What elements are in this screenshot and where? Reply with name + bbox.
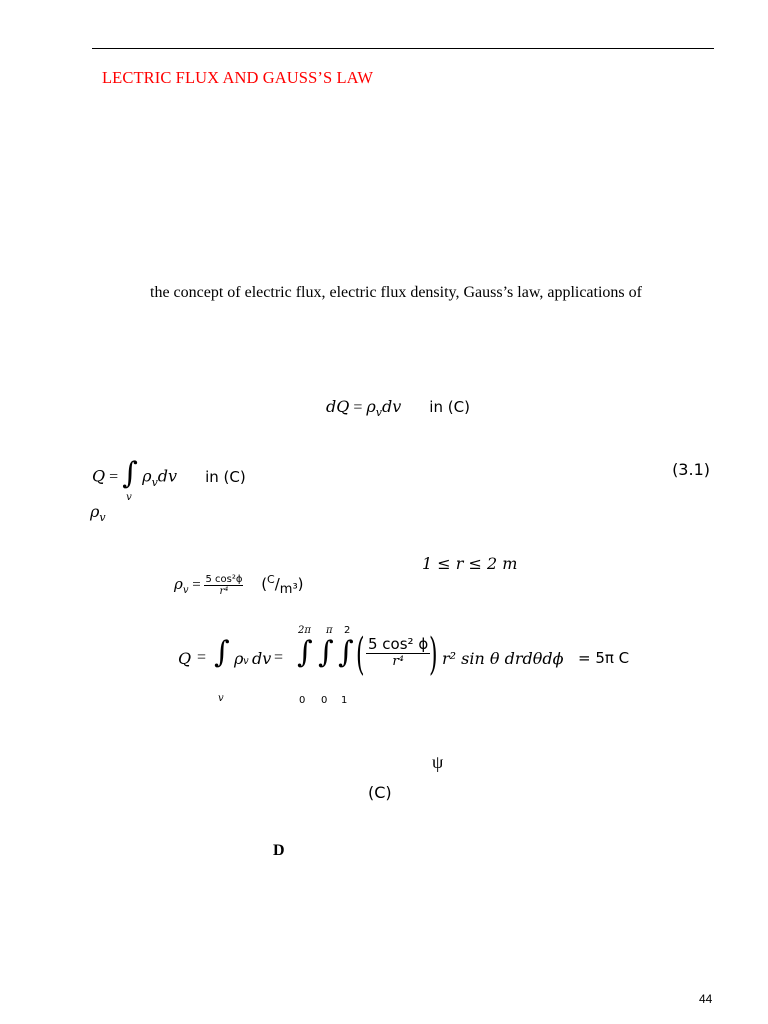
eq-dv: dv — [252, 649, 272, 668]
charge-result: = 5π C — [578, 649, 630, 667]
page-number: 44 — [699, 992, 713, 1006]
eq-lhs: dQ — [326, 397, 350, 416]
integral-sign-r: ∫ — [338, 635, 354, 670]
integral-sign: ∫ — [214, 635, 230, 670]
density-fraction — [204, 574, 243, 597]
eq-equals: = — [109, 468, 123, 486]
unit-num: C — [267, 573, 275, 586]
eq-equals: = — [192, 577, 205, 593]
fraction-denominator: r⁴ — [392, 654, 404, 669]
psi-symbol: ψ — [432, 752, 444, 772]
eq-equals: = — [197, 649, 207, 666]
integrand-fraction — [366, 635, 430, 669]
rho-label — [90, 502, 106, 524]
integral-limit: v — [126, 492, 132, 503]
limit-lower-3: 1 — [341, 695, 348, 706]
charge-density-equation — [174, 573, 304, 597]
density-rho-sub: v — [182, 585, 189, 596]
eq-lhs: Q — [92, 466, 106, 486]
density-rho: ρ — [174, 575, 183, 593]
eq-rho: ρ — [234, 649, 244, 668]
unit-den: m³ — [279, 582, 298, 597]
integral-sign: ∫ v — [122, 456, 138, 503]
coulomb-unit: (C) — [368, 783, 392, 802]
eq-rho-sub: v — [375, 406, 383, 420]
range-text: 1 ≤ r ≤ 2 m — [422, 554, 518, 573]
eq-rho-sub: v — [243, 656, 249, 667]
eq-rho: ρ — [366, 397, 376, 416]
chapter-heading: LECTRIC FLUX AND GAUSS’S LAW — [102, 68, 373, 87]
equation-number: (3.1) — [672, 460, 710, 479]
limit-lower-1: 0 — [299, 695, 306, 706]
eq-unit: in (C) — [205, 467, 246, 486]
integral-sign-phi: ∫ — [297, 635, 313, 670]
eq-dv: dv — [382, 397, 402, 416]
paren-right: ) — [429, 629, 438, 680]
flux-density-symbol: D — [273, 842, 285, 859]
eq-unit: in (C) — [429, 398, 470, 416]
fraction-numerator: 5 cos² ϕ — [368, 635, 429, 653]
eq-dv: dv — [157, 466, 178, 486]
eq-rho-sub: v — [151, 475, 158, 489]
integral-sign-theta: ∫ — [318, 635, 334, 670]
density-numerator: 5 cos²ϕ — [205, 574, 243, 586]
intro-paragraph: the concept of electric flux, electric flux density, Gauss’s law, applications of — [150, 284, 642, 301]
total-charge-equation — [92, 456, 246, 503]
limit-upper-3: 2 — [344, 625, 351, 636]
integrand-rest: r² sin θ drdθdϕ — [442, 649, 564, 668]
limit-lower-2: 0 — [321, 695, 328, 706]
rho-sub: v — [99, 511, 106, 525]
radius-range — [422, 554, 517, 574]
density-unit: $(^C/_{m^3})$ — [261, 573, 304, 597]
integral-limit: v — [218, 693, 224, 704]
differential-charge-equation — [326, 397, 470, 419]
paren-left: ( — [356, 629, 365, 680]
eq-rho: ρ — [142, 466, 152, 486]
eq-equals-2: = — [274, 649, 284, 666]
rho-symbol: ρ — [90, 502, 100, 521]
density-denominator: r⁴ — [219, 586, 229, 598]
header-rule — [92, 48, 714, 49]
limit-upper-1: 2π — [298, 625, 311, 636]
limit-upper-2: π — [326, 625, 333, 636]
eq-lhs: Q — [178, 649, 192, 668]
eq-equals: = — [353, 399, 367, 416]
